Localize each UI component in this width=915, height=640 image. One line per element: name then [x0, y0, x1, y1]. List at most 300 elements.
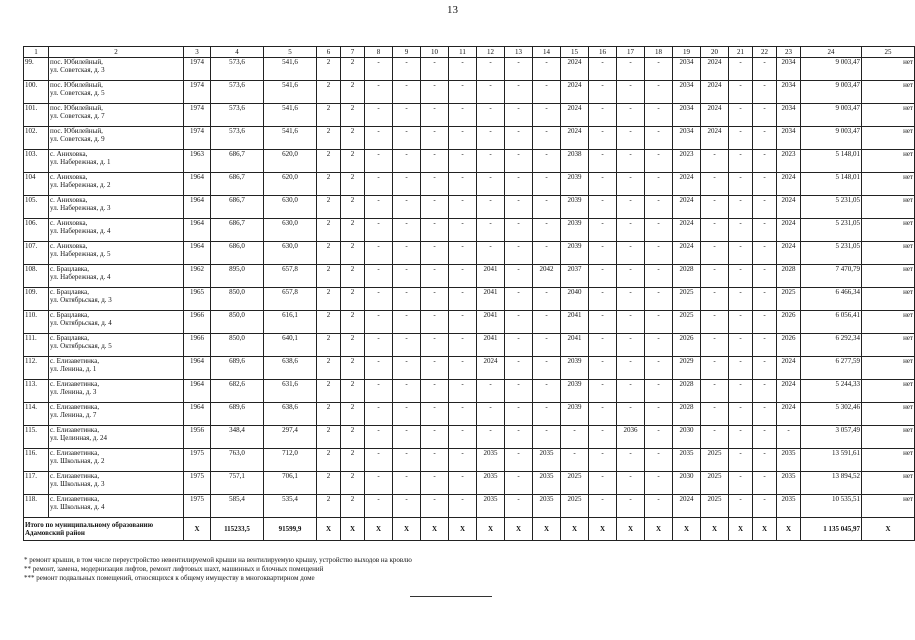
table-cell: нет [862, 472, 915, 495]
address-line: ул. Школьная, д. 2 [50, 457, 105, 465]
table-cell: 2 [317, 242, 341, 265]
column-header: 17 [617, 47, 645, 58]
table-cell: - [477, 150, 505, 173]
table-cell: - [449, 196, 477, 219]
table-cell: 2041 [477, 288, 505, 311]
table-cell: - [421, 127, 449, 150]
table-cell: 2039 [561, 380, 589, 403]
table-cell: 573,6 [211, 58, 264, 81]
table-cell: - [505, 265, 533, 288]
address-line: с. Елизаветинка, [50, 449, 100, 457]
row-number-cell: 117. [24, 472, 49, 495]
table-cell: - [729, 449, 753, 472]
table-cell: 2 [317, 403, 341, 426]
table-cell: 2024 [777, 242, 801, 265]
table-cell: - [421, 380, 449, 403]
table-cell: 6 466,34 [801, 288, 862, 311]
table-cell: - [753, 242, 777, 265]
column-header: 11 [449, 47, 477, 58]
table-cell: - [645, 242, 673, 265]
table-cell: 638,6 [264, 403, 317, 426]
table-cell: - [365, 265, 393, 288]
table-cell: 850,0 [211, 288, 264, 311]
table-cell: - [617, 472, 645, 495]
table-cell: - [393, 334, 421, 357]
table-cell: - [393, 472, 421, 495]
table-cell: 686,7 [211, 173, 264, 196]
table-cell: - [753, 449, 777, 472]
table-cell: 850,0 [211, 334, 264, 357]
table-cell: 2024 [777, 380, 801, 403]
table-cell: - [645, 288, 673, 311]
row-number-cell: 115. [24, 426, 49, 449]
table-cell: 2 [317, 357, 341, 380]
table-cell: - [617, 173, 645, 196]
table-cell: - [421, 426, 449, 449]
table-cell: 2 [317, 196, 341, 219]
table-cell: 9 003,47 [801, 127, 862, 150]
table-cell: - [449, 219, 477, 242]
table-cell: 2 [341, 311, 365, 334]
table-cell: - [393, 311, 421, 334]
table-cell: 2 [317, 265, 341, 288]
table-cell: 620,0 [264, 173, 317, 196]
table-cell: 2 [341, 472, 365, 495]
address-cell [49, 288, 184, 311]
table-cell: - [421, 81, 449, 104]
table-cell: - [365, 58, 393, 81]
total-cell: X [533, 518, 561, 541]
table-cell: 297,4 [264, 426, 317, 449]
table-cell: - [589, 495, 617, 518]
table-cell: - [645, 334, 673, 357]
column-header: 25 [862, 47, 915, 58]
footnote: ** ремонт, замена, модернизация лифтов, ремонт лифтовых шахт, машинных и блочных помещений [24, 565, 324, 573]
table-cell: - [477, 81, 505, 104]
table-row [24, 58, 915, 81]
table-cell: 10 535,51 [801, 495, 862, 518]
table-cell: 585,4 [211, 495, 264, 518]
table-cell: - [533, 173, 561, 196]
table-cell: - [505, 495, 533, 518]
table-cell: 535,4 [264, 495, 317, 518]
column-header: 2 [49, 47, 184, 58]
table-cell: - [645, 81, 673, 104]
address-cell [49, 380, 184, 403]
table-cell: - [589, 150, 617, 173]
table-cell: - [589, 104, 617, 127]
total-cell: X [341, 518, 365, 541]
table-cell: 1974 [184, 81, 211, 104]
table-cell: - [533, 426, 561, 449]
table-cell: 2024 [561, 104, 589, 127]
table-cell: - [533, 380, 561, 403]
table-cell: - [505, 357, 533, 380]
table-cell: - [617, 311, 645, 334]
table-cell: - [589, 449, 617, 472]
total-cell: X [753, 518, 777, 541]
table-cell: 2035 [477, 449, 505, 472]
table-cell: - [421, 196, 449, 219]
table-cell: - [477, 196, 505, 219]
table-cell: - [393, 495, 421, 518]
table-cell: - [729, 150, 753, 173]
table-cell: - [589, 403, 617, 426]
table-cell: 2 [341, 426, 365, 449]
row-number-cell: 108. [24, 265, 49, 288]
table-cell: 2025 [701, 495, 729, 518]
table-cell: - [365, 219, 393, 242]
table-cell: 686,0 [211, 242, 264, 265]
table-cell: нет [862, 495, 915, 518]
address-line: ул. Советская, д. 9 [50, 135, 105, 143]
table-cell: - [753, 196, 777, 219]
table-cell: 2024 [673, 495, 701, 518]
table-cell: - [701, 403, 729, 426]
column-header: 15 [561, 47, 589, 58]
address-line: ул. Целинная, д. 24 [50, 434, 107, 442]
table-cell: 2024 [777, 196, 801, 219]
table-cell: 2 [341, 127, 365, 150]
address-cell [49, 219, 184, 242]
table-row [24, 173, 915, 196]
table-cell: 2 [341, 288, 365, 311]
table-cell: - [505, 81, 533, 104]
table-cell: 2024 [561, 58, 589, 81]
address-cell [49, 127, 184, 150]
row-number-cell: 104 [24, 173, 49, 196]
table-cell: - [729, 81, 753, 104]
table-cell: нет [862, 288, 915, 311]
table-cell: - [449, 127, 477, 150]
table-cell: - [421, 357, 449, 380]
address-line: с. Аниховка, [50, 150, 88, 158]
table-cell: - [701, 150, 729, 173]
table-cell: 9 003,47 [801, 58, 862, 81]
table-cell: 1966 [184, 311, 211, 334]
address-line: с. Елизаветинка, [50, 403, 100, 411]
table-cell: 657,8 [264, 265, 317, 288]
address-cell [49, 472, 184, 495]
address-line: с. Елизаветинка, [50, 357, 100, 365]
table-cell: - [449, 242, 477, 265]
row-number-cell: 109. [24, 288, 49, 311]
table-cell: - [365, 357, 393, 380]
table-cell: - [449, 426, 477, 449]
table-cell: 9 003,47 [801, 81, 862, 104]
address-line: с. Елизаветинка, [50, 495, 100, 503]
table-cell: - [393, 288, 421, 311]
table-cell: 2030 [673, 426, 701, 449]
table-cell: - [729, 219, 753, 242]
table-cell: - [449, 173, 477, 196]
total-cell: X [729, 518, 753, 541]
table-cell: - [753, 81, 777, 104]
row-number-cell: 107. [24, 242, 49, 265]
table-cell: 2035 [673, 449, 701, 472]
table-cell: нет [862, 426, 915, 449]
table-cell: - [421, 449, 449, 472]
table-cell: - [701, 288, 729, 311]
table-cell: 2 [341, 150, 365, 173]
table-cell: - [729, 127, 753, 150]
table-cell: 2024 [561, 81, 589, 104]
table-cell: нет [862, 127, 915, 150]
table-cell: 2 [317, 472, 341, 495]
total-row [24, 518, 915, 541]
address-cell [49, 495, 184, 518]
total-cell: X [645, 518, 673, 541]
table-cell: - [701, 242, 729, 265]
table-row [24, 196, 915, 219]
table-cell: - [645, 265, 673, 288]
table-cell: 630,0 [264, 196, 317, 219]
table-cell: 1962 [184, 265, 211, 288]
table-cell: - [753, 58, 777, 81]
table-cell: - [617, 265, 645, 288]
table-cell: - [617, 403, 645, 426]
table-cell: 13 591,61 [801, 449, 862, 472]
table-cell: - [533, 403, 561, 426]
address-cell [49, 150, 184, 173]
table-cell: 2 [341, 357, 365, 380]
table-cell: 689,6 [211, 357, 264, 380]
row-number-cell: 102. [24, 127, 49, 150]
table-cell: 640,1 [264, 334, 317, 357]
table-cell: 757,1 [211, 472, 264, 495]
table-cell: 2 [341, 196, 365, 219]
table-cell: 2 [341, 334, 365, 357]
table-row [24, 127, 915, 150]
table-cell: 2 [341, 104, 365, 127]
table-cell: - [617, 380, 645, 403]
table-cell: - [753, 265, 777, 288]
table-cell: 2034 [673, 104, 701, 127]
table-cell: - [505, 403, 533, 426]
table-cell: 9 003,47 [801, 104, 862, 127]
address-line: ул. Октябрьская, д. 4 [50, 319, 112, 327]
table-cell: - [645, 150, 673, 173]
table-cell: 573,6 [211, 104, 264, 127]
table-row [24, 242, 915, 265]
address-line: ул. Октябрьская, д. 3 [50, 296, 112, 304]
table-cell: - [645, 426, 673, 449]
address-line: ул. Набережная, д. 4 [50, 227, 111, 235]
row-number-cell: 116. [24, 449, 49, 472]
address-line: пос. Юбилейный, [50, 104, 103, 112]
table-cell: - [421, 173, 449, 196]
table-cell: нет [862, 58, 915, 81]
table-row [24, 334, 915, 357]
table-cell: 5 231,05 [801, 242, 862, 265]
total-cell: X [184, 518, 211, 541]
table-cell: нет [862, 173, 915, 196]
table-cell: 2024 [777, 219, 801, 242]
table-cell: - [393, 449, 421, 472]
table-cell: - [421, 334, 449, 357]
table-cell: - [701, 265, 729, 288]
table-cell: 1964 [184, 242, 211, 265]
table-row [24, 426, 915, 449]
table-cell: - [589, 58, 617, 81]
table-cell: - [645, 104, 673, 127]
table-cell: - [753, 403, 777, 426]
table-cell: 2025 [673, 288, 701, 311]
table-cell: 2 [317, 334, 341, 357]
table-cell: 1975 [184, 472, 211, 495]
table-cell: 2024 [701, 81, 729, 104]
table-cell: - [617, 449, 645, 472]
table-row [24, 380, 915, 403]
table-cell: 5 302,46 [801, 403, 862, 426]
column-header: 10 [421, 47, 449, 58]
table-cell: 2024 [701, 104, 729, 127]
table-cell: 5 148,01 [801, 150, 862, 173]
table-cell: - [477, 104, 505, 127]
table-cell: 2039 [561, 242, 589, 265]
row-number-cell: 113. [24, 380, 49, 403]
table-row [24, 472, 915, 495]
table-cell: 2 [317, 173, 341, 196]
table-cell: - [365, 81, 393, 104]
table-cell: 1965 [184, 288, 211, 311]
address-cell [49, 449, 184, 472]
address-line: с. Елизаветинка, [50, 380, 100, 388]
table-cell: нет [862, 403, 915, 426]
table-cell: 541,6 [264, 104, 317, 127]
table-cell: 2024 [477, 357, 505, 380]
table-cell: - [365, 127, 393, 150]
column-header: 6 [317, 47, 341, 58]
table-cell: 2035 [533, 449, 561, 472]
table-cell: - [701, 357, 729, 380]
column-header: 8 [365, 47, 393, 58]
table-cell: - [421, 288, 449, 311]
table-cell: - [729, 426, 753, 449]
table-row [24, 104, 915, 127]
table-cell: - [505, 127, 533, 150]
total-cell: X [862, 518, 915, 541]
table-cell: - [589, 357, 617, 380]
table-cell: - [589, 196, 617, 219]
table-cell: - [645, 173, 673, 196]
table-cell: 6 292,34 [801, 334, 862, 357]
table-cell: 2023 [673, 150, 701, 173]
table-cell: - [753, 104, 777, 127]
table-cell: - [617, 81, 645, 104]
table-cell: 2024 [561, 127, 589, 150]
table-cell: 1975 [184, 449, 211, 472]
table-cell: - [753, 380, 777, 403]
table-cell: - [753, 288, 777, 311]
address-cell [49, 58, 184, 81]
table-row [24, 219, 915, 242]
table-cell: 2034 [777, 127, 801, 150]
table-cell: - [645, 357, 673, 380]
table-cell: 1956 [184, 426, 211, 449]
table-cell: - [449, 150, 477, 173]
table-cell: 2 [341, 242, 365, 265]
table-cell: 2 [317, 288, 341, 311]
table-cell: - [505, 104, 533, 127]
address-line: с. Аниховка, [50, 242, 88, 250]
table-cell: 2025 [561, 495, 589, 518]
table-cell: - [533, 334, 561, 357]
table-cell: - [505, 288, 533, 311]
table-cell: 1974 [184, 127, 211, 150]
table-cell: 2025 [701, 472, 729, 495]
table-row [24, 495, 915, 518]
table-cell: - [449, 58, 477, 81]
table-cell: 2041 [477, 311, 505, 334]
table-cell: 2 [317, 81, 341, 104]
address-line: с. Брацлавка, [50, 265, 90, 273]
column-header: 13 [505, 47, 533, 58]
table-cell: - [533, 219, 561, 242]
table-cell: 2042 [533, 265, 561, 288]
column-header: 16 [589, 47, 617, 58]
address-line: ул. Набережная, д. 4 [50, 273, 111, 281]
table-cell: 2 [317, 104, 341, 127]
row-number-cell: 112. [24, 357, 49, 380]
table-cell: 2035 [533, 472, 561, 495]
table-cell: - [421, 104, 449, 127]
table-cell: - [505, 311, 533, 334]
table-cell: 1974 [184, 104, 211, 127]
table-cell: 1964 [184, 403, 211, 426]
table-cell: 2026 [777, 311, 801, 334]
table-cell: 2026 [673, 334, 701, 357]
table-cell: - [753, 495, 777, 518]
table-cell: - [753, 127, 777, 150]
table-cell: 2 [341, 495, 365, 518]
address-line: с. Аниховка, [50, 173, 88, 181]
address-line: ул. Ленина, д. 3 [50, 388, 97, 396]
table-cell: 2 [341, 449, 365, 472]
table-cell: - [729, 403, 753, 426]
table-cell: 2 [317, 426, 341, 449]
table-cell: 2 [317, 219, 341, 242]
table-cell: - [701, 173, 729, 196]
table-cell: 616,1 [264, 311, 317, 334]
table-row [24, 150, 915, 173]
address-line: ул. Школьная, д. 4 [50, 503, 105, 511]
table-cell: - [505, 426, 533, 449]
table-cell: - [617, 495, 645, 518]
table-cell: - [701, 219, 729, 242]
table-cell: - [533, 150, 561, 173]
address-line: ул. Советская, д. 5 [50, 89, 105, 97]
table-cell: 2 [341, 58, 365, 81]
table-cell: нет [862, 104, 915, 127]
table-cell: 1964 [184, 173, 211, 196]
separator-line [410, 596, 492, 597]
table-cell: - [393, 242, 421, 265]
table-cell: - [449, 334, 477, 357]
table-cell: - [617, 150, 645, 173]
table-cell: - [589, 81, 617, 104]
table-cell: 1964 [184, 380, 211, 403]
table-cell: - [729, 357, 753, 380]
column-header: 3 [184, 47, 211, 58]
address-line: ул. Советская, д. 3 [50, 66, 105, 74]
table-cell: 2024 [777, 173, 801, 196]
column-header: 21 [729, 47, 753, 58]
address-line: ул. Советская, д. 7 [50, 112, 105, 120]
total-cell: X [365, 518, 393, 541]
table-cell: 2024 [673, 196, 701, 219]
table-cell: - [365, 380, 393, 403]
